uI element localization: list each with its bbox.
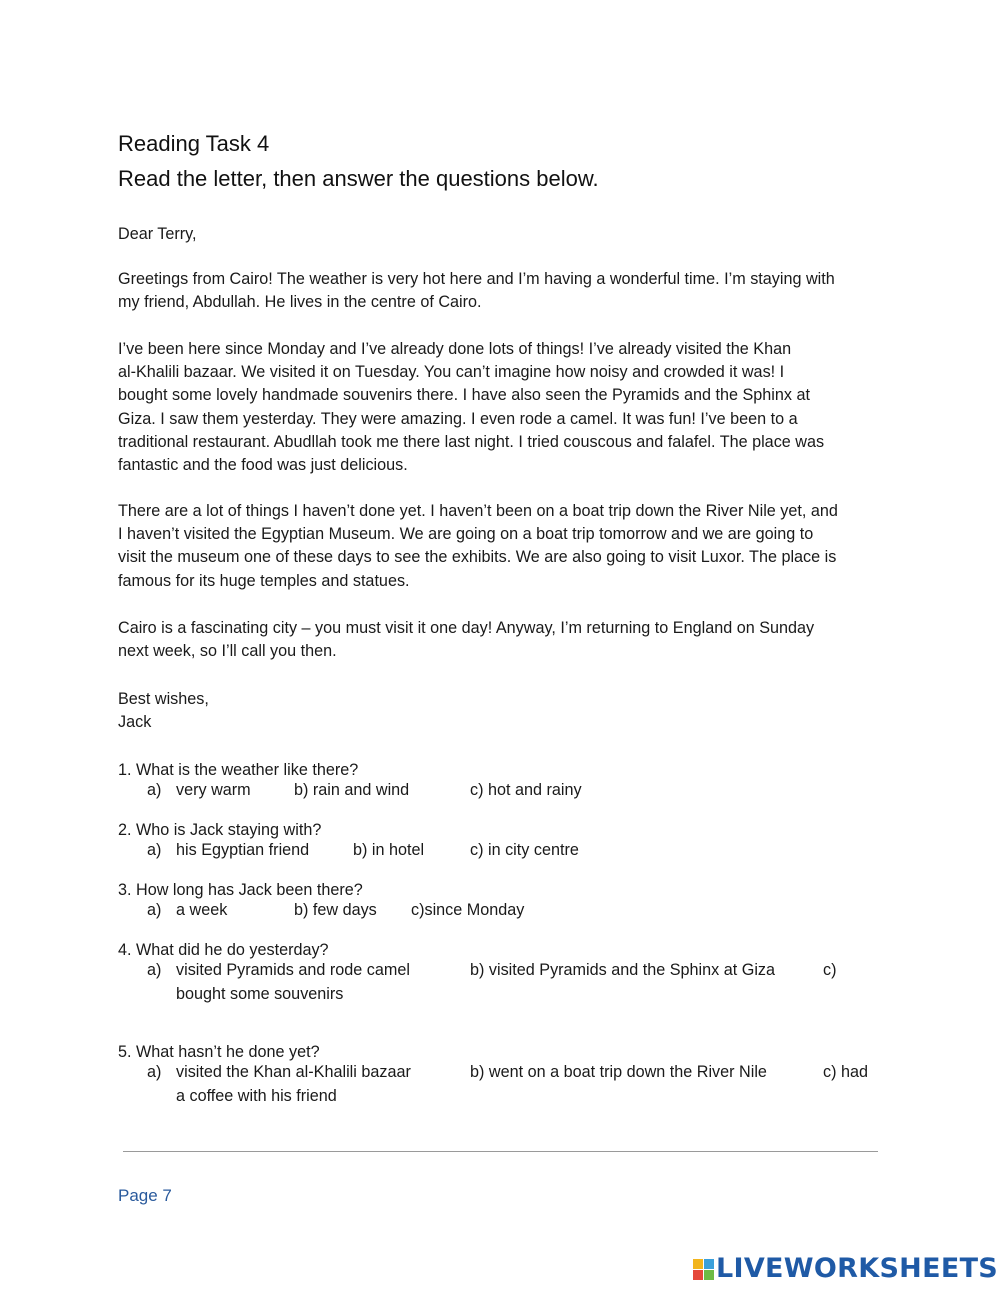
paragraph-line: Cairo is a fascinating city – you must visit it one day! Anyway, I’m returning to England on Sunday — [118, 619, 815, 637]
q3-option-a[interactable]: a week — [176, 901, 228, 919]
question-4: 4. What did he do yesterday? — [118, 941, 329, 959]
q3-option-b[interactable]: b) few days — [294, 901, 377, 919]
letter-salutation: Dear Terry, — [118, 225, 197, 243]
page-number: Page 7 — [118, 1186, 172, 1205]
task-title: Reading Task 4 — [118, 131, 270, 156]
option-marker: a) — [147, 961, 162, 979]
paragraph-line: Greetings from Cairo! The weather is very hot here and I’m having a wonderful time. I’m staying with — [118, 270, 835, 288]
q5-option-a[interactable]: visited the Khan al-Khalili bazaar — [176, 1063, 411, 1081]
paragraph-line: I’ve been here since Monday and I’ve already done lots of things! I’ve already visited the Khan — [118, 340, 792, 358]
paragraph-line: bought some lovely handmade souvenirs there. I have also seen the Pyramids and the Sphinx at — [118, 386, 810, 405]
letter-paragraph-1 — [118, 268, 888, 314]
q5-option-c-text[interactable]: a coffee with his friend — [176, 1087, 337, 1105]
q2-option-a[interactable]: his Egyptian friend — [176, 841, 310, 859]
letter-paragraph-4 — [118, 617, 888, 663]
q2-option-b[interactable]: b) in hotel — [353, 841, 425, 859]
q4-option-c[interactable]: c) — [823, 961, 837, 979]
paragraph-line: I haven’t visited the Egyptian Museum. We are going on a boat trip tomorrow and we are going to — [118, 525, 814, 544]
question-2: 2. Who is Jack staying with? — [118, 821, 322, 839]
q5-option-b[interactable]: b) went on a boat trip down the River Nile — [470, 1063, 767, 1081]
question-5: 5. What hasn’t he done yet? — [118, 1043, 320, 1061]
question-1: 1. What is the weather like there? — [118, 761, 359, 779]
option-marker: a) — [147, 1063, 162, 1081]
q1-option-b[interactable]: b) rain and wind — [294, 781, 410, 799]
q1-option-c[interactable]: c) hot and rainy — [470, 781, 582, 799]
paragraph-line: visit the museum one of these days to see the exhibits. We are also going to visit Luxor. The place is — [118, 548, 837, 567]
paragraph-line: famous for its huge temples and statues. — [118, 571, 410, 590]
letter-signature: Jack — [118, 713, 152, 731]
paragraph-line: next week, so I’ll call you then. — [118, 642, 337, 661]
paragraph-line: al-Khalili bazaar. We visited it on Tuesday. You can’t imagine how noisy and crowded it was! I — [118, 363, 785, 382]
paragraph-line: my friend, Abdullah. He lives in the centre of Cairo. — [118, 293, 482, 312]
letter-closing: Best wishes, — [118, 690, 209, 708]
task-instruction: Read the letter, then answer the questions below. — [118, 166, 599, 191]
paragraph-line: There are a lot of things I haven’t done yet. I haven’t been on a boat trip down the River Nile yet, and — [118, 502, 838, 520]
paragraph-line: traditional restaurant. Abudllah took me there last night. I tried couscous and falafel. The place was — [118, 432, 825, 451]
q1-option-a[interactable]: very warm — [176, 781, 251, 799]
q3-option-c[interactable]: c)since Monday — [411, 901, 525, 919]
q4-option-b[interactable]: b) visited Pyramids and the Sphinx at Giza — [470, 961, 776, 979]
q5-option-c[interactable]: c) had — [823, 1063, 868, 1081]
q4-option-a[interactable]: visited Pyramids and rode camel — [176, 961, 410, 979]
option-marker: a) — [147, 901, 162, 919]
paragraph-line: fantastic and the food was just delicious. — [118, 456, 408, 475]
question-3: 3. How long has Jack been there? — [118, 881, 363, 899]
paragraph-line: Giza. I saw them yesterday. They were amazing. I even rode a camel. It was fun! I’ve been to a — [118, 409, 798, 428]
logo-text: LIVEWORKSHEETS — [716, 1253, 999, 1284]
q4-option-c-text[interactable]: bought some souvenirs — [176, 985, 344, 1003]
letter-paragraph-2 — [118, 338, 888, 477]
option-marker: a) — [147, 841, 162, 859]
option-marker: a) — [147, 781, 162, 799]
footer-divider — [123, 1151, 878, 1152]
q2-option-c[interactable]: c) in city centre — [470, 841, 579, 859]
liveworksheets-cube-icon — [692, 1258, 718, 1282]
letter-paragraph-3 — [118, 500, 888, 593]
